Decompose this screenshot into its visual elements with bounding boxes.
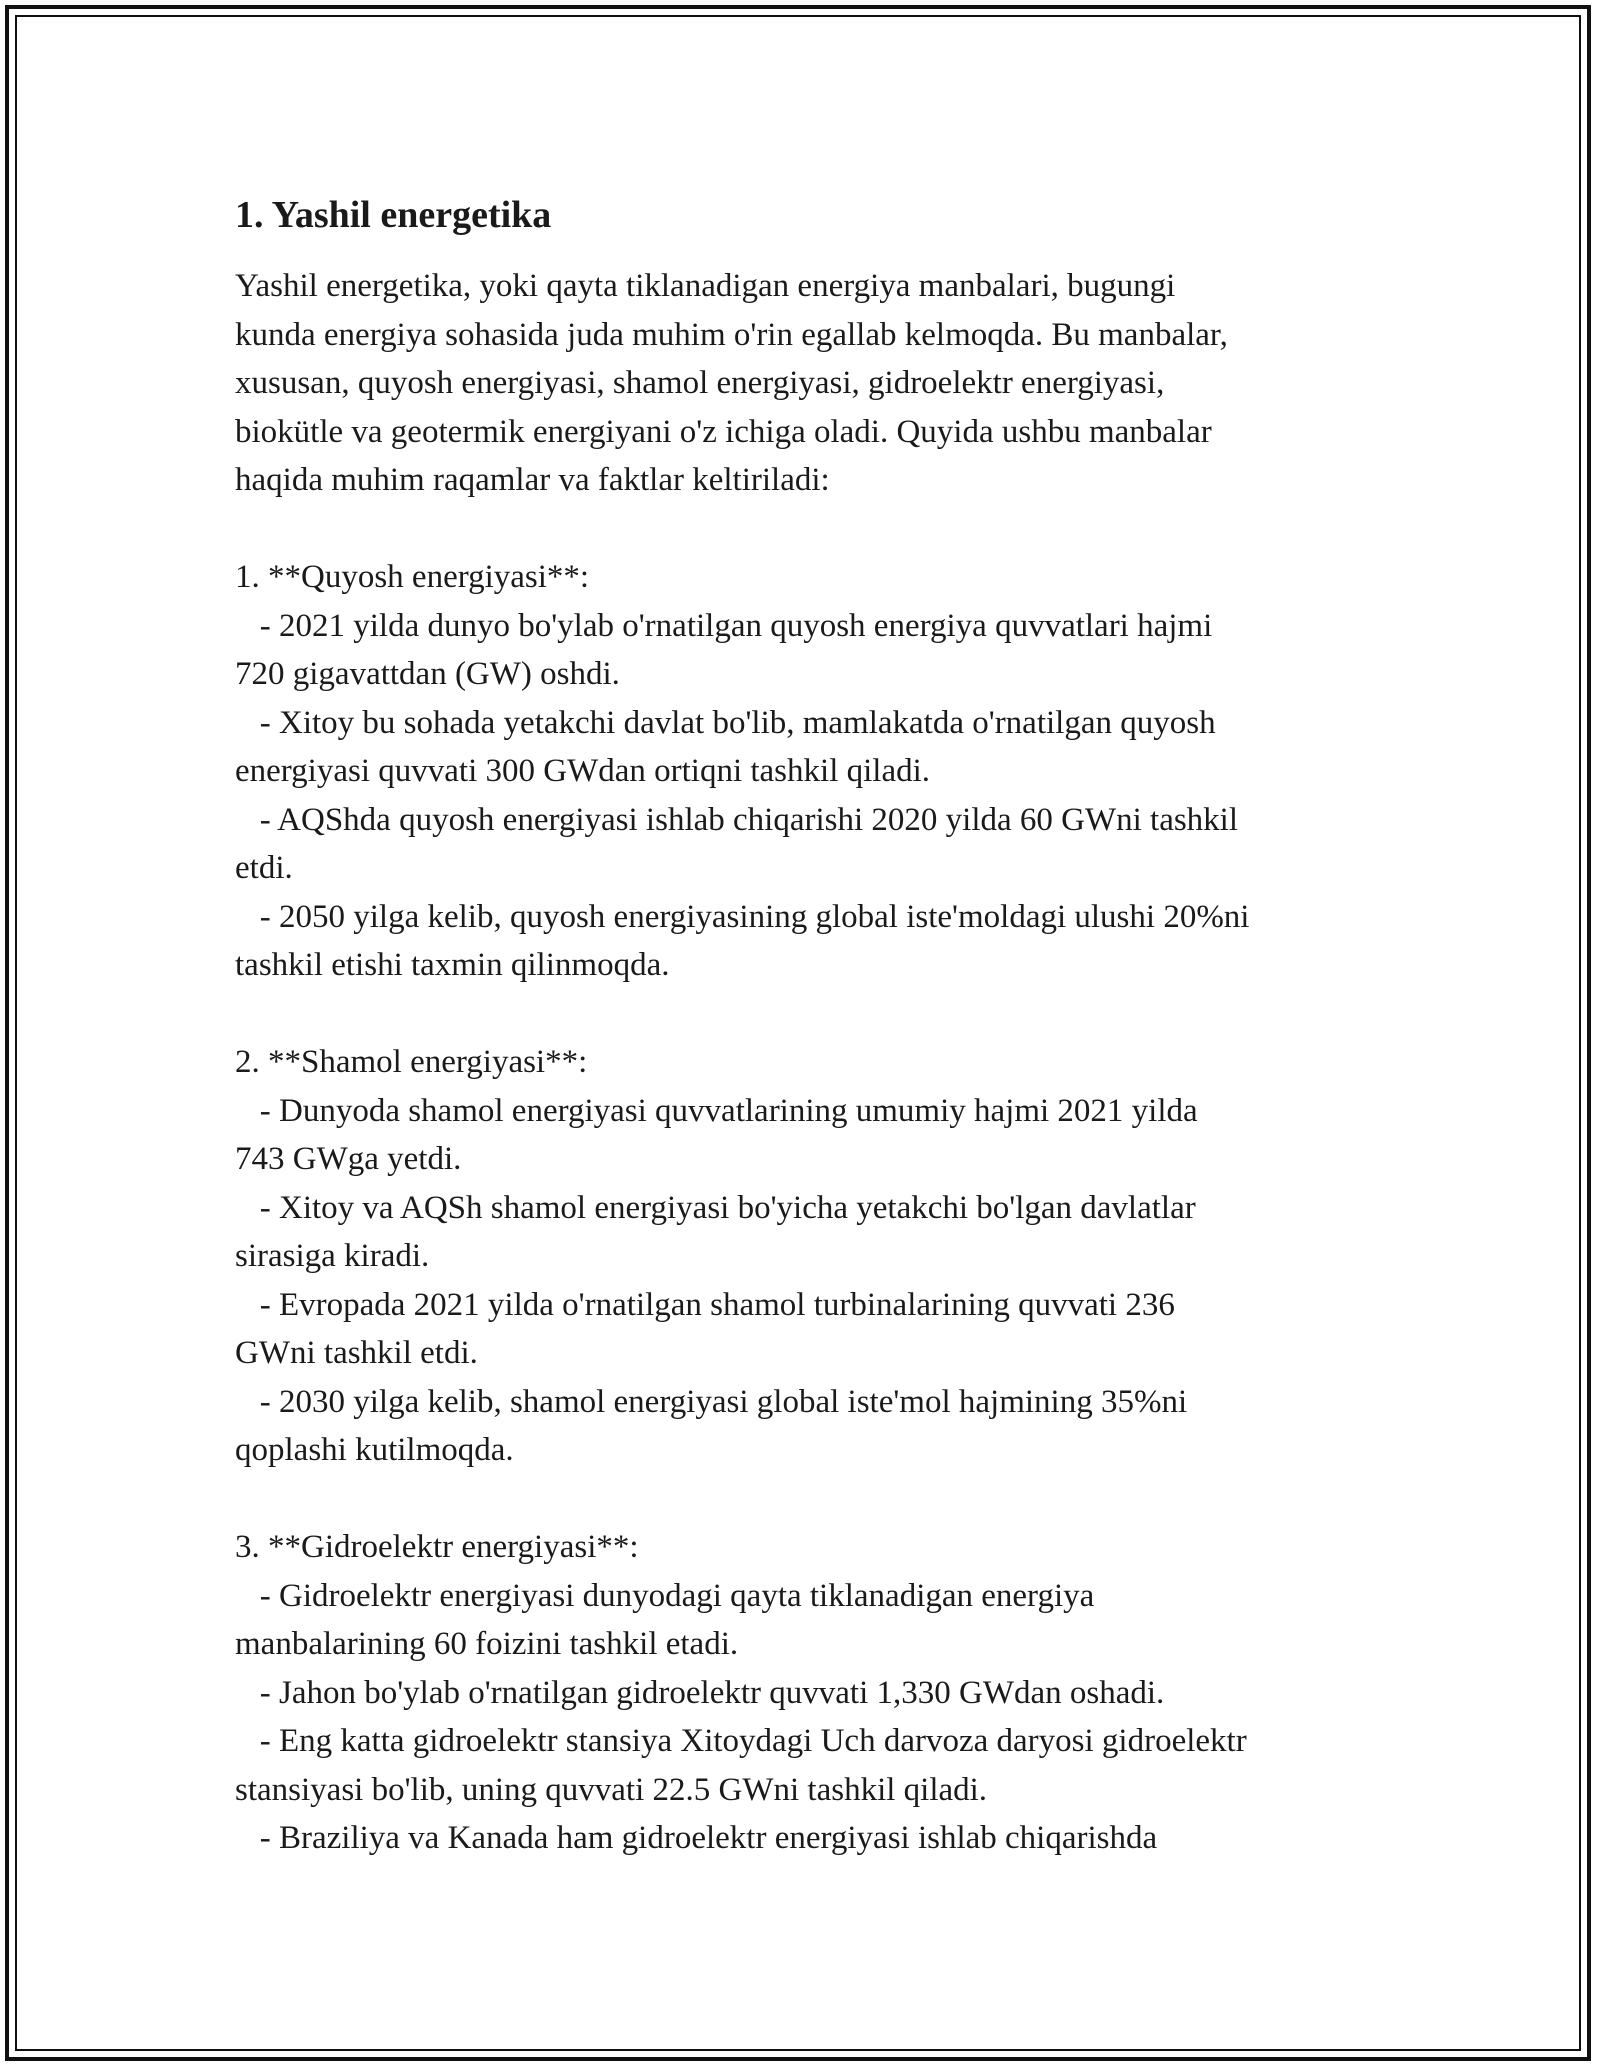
document-body-text: Yashil energetika, yoki qayta tiklanadigan energiya manbalari, bugungi kunda energiya sohasida juda muhim o'rin egallab kelmoqda. Bu manbalar, xususan, quyosh energiyasi, shamol energiyasi, gidroelektr energiyasi, biokütle va geotermik energiyani o'z ichiga oladi. Quyida ushbu manbalar haqida muhim raqamlar va faktlar keltiriladi: 1. **Quyosh energiyasi**: - 2021 yilda dunyo bo'ylab o'rnatilgan quyosh energiya quvvatlari hajmi 720 gigavattdan (GW) oshdi. - Xitoy bu sohada yetakchi davlat bo'lib, mamlakatda o'rnatilgan quyosh energiyasi quvvati 300 GWdan ortiqni tashkil qiladi. - AQShda quyosh energiyasi ishlab chiqarishi 2020 yilda 60 GWni tashkil etdi. - 2050 yilga kelib, quyosh energiyasining global iste'moldagi ulushi 20%ni tashkil etishi taxmin qilinmoqda. 2. **Shamol energiyasi**: - Dunyoda shamol energiyasi quvvatlarining umumiy hajmi 2021 yilda 743 GWga yetdi. - Xitoy va AQSh shamol energiyasi bo'yicha yetakchi bo'lgan davlatlar sirasiga kiradi. - Evropada 2021 yilda o'rnatilgan shamol turbinalarining quvvati 236 GWni tashkil etdi. - 2030 yilga kelib, shamol energiyasi global iste'mol hajmining 35%ni qoplashi kutilmoqda. 3. **Gidroelektr energiyasi**: - Gidroelektr energiyasi dunyodagi qayta tiklanadigan energiya manbalarining 60 foizini tashkil etadi. - Jahon bo'ylab o'rnatilgan gidroelektr quvvati 1,330 GWdan oshadi. - Eng katta gidroelektr stansiya Xitoydagi Uch darvoza daryosi gidroelektr stansiyasi bo'lib, uning quvvati 22.5 GWni tashkil qiladi. - Braziliya va Kanada ham gidroelektr energiyasi ishlab chiqarishda — [235, 268, 1250, 1856]
page-title: 1. Yashil energetika — [235, 194, 552, 236]
document-content — [235, 180, 1395, 1863]
